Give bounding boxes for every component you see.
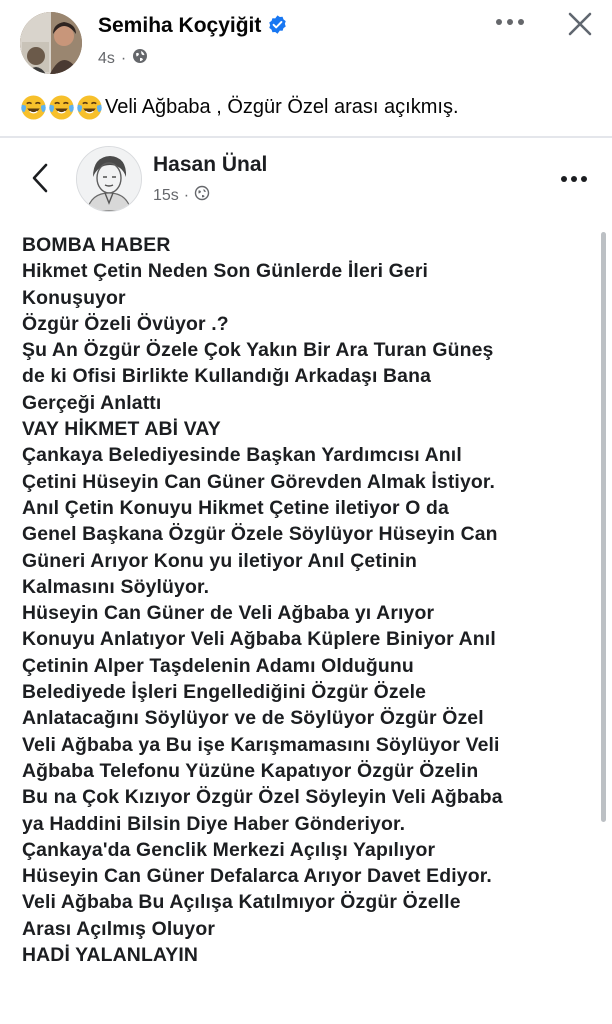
post-text-line: Konuşuyor [22, 286, 126, 309]
post-time[interactable]: 4s [98, 49, 115, 67]
post-text-line: Konuyu Anlatıyor Veli Ağbaba Küplere Biniyor Anıl [22, 628, 496, 651]
post-text-line: Hüseyin Can Güner Defalarca Arıyor Davet Ediyor. [22, 865, 492, 888]
post-text-line: Özgür Özeli Övüyor .? [22, 312, 229, 335]
scrollbar[interactable] [601, 232, 606, 822]
more-options-icon[interactable] [490, 6, 530, 38]
post-text-line: Ağbaba Telefonu Yüzüne Kapatıyor Özgür Özelin [22, 759, 479, 782]
globe-icon [132, 48, 148, 69]
face-with-tears-of-joy-icon [76, 94, 103, 121]
post-header [0, 0, 612, 86]
post-text-line: Veli Ağbaba ya Bu işe Karışmamasını Söylüyor Veli [22, 733, 500, 756]
post-text-line: BOMBA HABER [22, 234, 171, 256]
post-text-line: HADİ YALANLAYIN [22, 944, 199, 967]
embedded-more-options-icon[interactable] [554, 164, 594, 194]
post-text-line: Belediyede İşleri Engellediğini Özgür Özele [22, 681, 427, 704]
close-icon[interactable] [562, 6, 598, 42]
embedded-post-text [22, 232, 590, 968]
post-text-line: ya Haddini Bilsin Diye Haber Gönderiyor. [22, 812, 406, 835]
post-text-line: Güneri Arıyor Konu yu iletiyor Anıl Çetinin [22, 549, 418, 572]
post-caption [20, 92, 459, 122]
chevron-left-icon[interactable] [22, 158, 58, 198]
post-meta [98, 48, 148, 69]
embedded-post-image[interactable] [0, 136, 612, 1024]
author-name-text[interactable]: Semiha Koçyiğit [98, 14, 262, 37]
post-text-line: Hikmet Çetin Neden Son Günlerde İleri Geri [22, 260, 429, 283]
post-text-line: Arası Açılmış Oluyor [22, 917, 216, 940]
post-text-line: Çetinin Alper Taşdelenin Adamı Olduğunu [22, 654, 414, 677]
post-text-line: Şu An Özgür Özele Çok Yakın Bir Ara Turan Güneş [22, 339, 494, 362]
post-text-line: de ki Ofisi Birlikte Kullandığı Arkadaşı Bana [22, 365, 432, 388]
author-name[interactable] [98, 14, 288, 41]
face-with-tears-of-joy-icon [48, 94, 75, 121]
post-text-line: Anlatacağını Söylüyor ve de Söylüyor Özgür Özel [22, 707, 484, 730]
post-text-line: Genel Başkana Özgür Özele Söylüyor Hüseyin Can [22, 523, 498, 546]
verified-badge-icon [267, 14, 288, 41]
face-with-tears-of-joy-icon [20, 94, 47, 121]
post-text-line: Gerçeği Anlattı [22, 391, 162, 414]
post-text-line: Veli Ağbaba Bu Açılışa Katılmıyor Özgür Özelle [22, 891, 461, 914]
embedded-author-name[interactable]: Hasan Ünal [153, 153, 268, 176]
meta-separator: · [120, 49, 127, 67]
embedded-post-meta [153, 185, 210, 206]
embedded-author-avatar[interactable] [76, 146, 142, 212]
post-text-line: Çankaya'da Genclik Merkezi Açılışı Yapılıyor [22, 838, 436, 861]
post-text-line: Çankaya Belediyesinde Başkan Yardımcısı Anıl [22, 444, 462, 467]
globe-icon [194, 185, 210, 206]
post-text-line: VAY HİKMET ABİ VAY [22, 418, 221, 441]
post-text-line: Çetini Hüseyin Can Güner Görevden Almak İstiyor. [22, 470, 496, 493]
avatar[interactable] [20, 12, 82, 74]
meta-separator: · [183, 186, 190, 204]
post-text-line: Bu na Çok Kızıyor Özgür Özel Söyleyin Veli Ağbaba [22, 786, 503, 809]
post-text-line: Kalmasını Söylüyor. [22, 575, 210, 598]
embedded-post-time[interactable]: 15s [153, 186, 179, 204]
caption-emojis [20, 94, 103, 121]
caption-text: Veli Ağbaba , Özgür Özel arası açıkmış. [105, 95, 459, 118]
post-text-line: Hüseyin Can Güner de Veli Ağbaba yı Arıyor [22, 602, 435, 625]
post-text-line: Anıl Çetin Konuyu Hikmet Çetine iletiyor O da [22, 496, 449, 519]
